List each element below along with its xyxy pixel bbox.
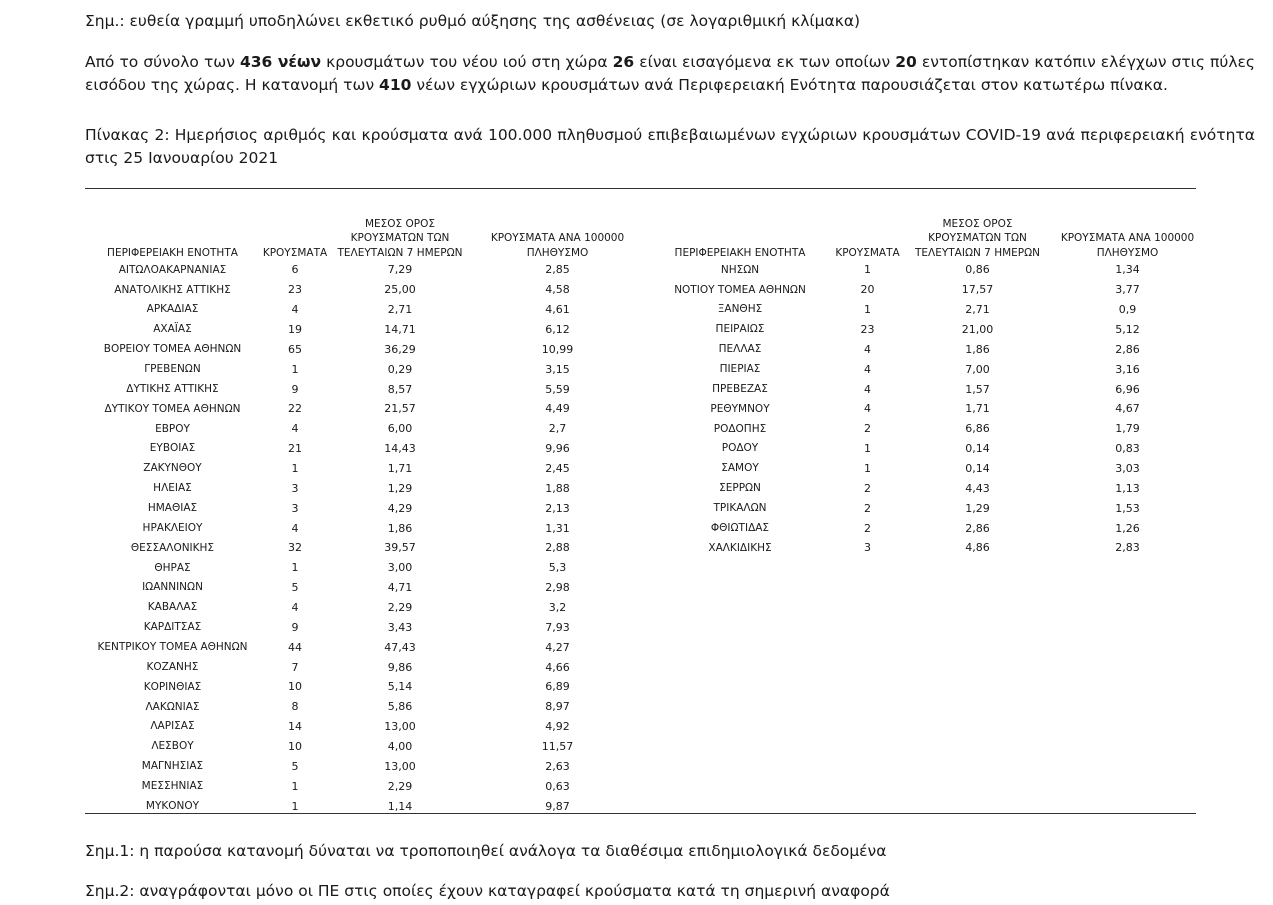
- per-100k-cell: 5,12: [1115, 322, 1140, 336]
- cases-cell: 2: [864, 501, 871, 515]
- per-100k-cell: 2,13: [545, 501, 570, 515]
- header-per-100k: ΚΡΟΥΣΜΑΤΑ ΑΝΑ 100000 ΠΛΗΘΥΣΜΟ: [1060, 232, 1195, 259]
- region-cell: ΚΟΡΙΝΘΙΑΣ: [143, 680, 202, 693]
- avg-cell: 5,14: [387, 680, 413, 694]
- region-cell: ΜΑΓΝΗΣΙΑΣ: [141, 760, 204, 773]
- avg-cell: 3,00: [387, 561, 413, 575]
- avg-cell: 14,71: [384, 322, 416, 336]
- table-row: [85, 657, 645, 677]
- table-row: [85, 498, 645, 518]
- avg-cell: 14,43: [384, 442, 416, 456]
- cases-cell: 1: [864, 263, 871, 277]
- per-100k-cell: 1,88: [545, 481, 570, 495]
- header-region: ΠΕΡΙΦΕΡΕΙΑΚΗ ΕΝΟΤΗΤΑ: [107, 246, 238, 259]
- table-row: [85, 737, 645, 757]
- note-2: Σημ.2: αναγράφονται μόνο οι ΠΕ στις οποίες έχουν καταγραφεί κρούσματα κατά τη σημερινή αναφορά: [85, 882, 890, 900]
- avg-cell: 7,00: [965, 362, 990, 376]
- cases-cell: 3: [291, 481, 299, 495]
- avg-cell: 25,00: [384, 283, 416, 297]
- region-cell: ΑΙΤΩΛΟΑΚΑΡΝΑΝΙΑΣ: [118, 263, 227, 276]
- cases-cell: 4: [864, 362, 871, 376]
- avg-cell: 1,14: [387, 799, 413, 813]
- table-row: [85, 756, 645, 776]
- per-100k-cell: 0,9: [1118, 303, 1137, 317]
- per-100k-cell: 9,87: [545, 799, 570, 813]
- per-100k-cell: 2,7: [548, 422, 567, 436]
- per-100k-cell: 2,45: [545, 461, 570, 475]
- table-row: [645, 419, 1200, 439]
- region-cell: ΛΑΚΩΝΙΑΣ: [145, 700, 200, 713]
- region-cell: ΦΘΙΩΤΙΔΑΣ: [710, 521, 770, 534]
- table-row: [85, 598, 645, 618]
- table-row: [85, 677, 645, 697]
- region-cell: ΚΟΖΑΝΗΣ: [146, 660, 199, 673]
- avg-cell: 4,00: [387, 739, 413, 753]
- cases-cell: 4: [864, 382, 871, 396]
- cases-cell: 3: [291, 501, 299, 515]
- region-cell: ΑΝΑΤΟΛΙΚΗΣ ΑΤΤΙΚΗΣ: [114, 283, 231, 296]
- cases-cell: 2: [864, 422, 871, 436]
- table-row: [85, 339, 645, 359]
- cases-cell: 2: [864, 521, 871, 535]
- per-100k-cell: 6,96: [1115, 382, 1140, 396]
- region-cell: ΗΛΕΙΑΣ: [153, 482, 192, 495]
- table-row: [85, 478, 645, 498]
- region-cell: ΚΑΒΑΛΑΣ: [147, 601, 198, 614]
- cases-cell: 2: [864, 481, 871, 495]
- header-avg-7-days: ΜΕΣΟΣ ΟΡΟΣ ΚΡΟΥΣΜΑΤΩΝ ΤΩΝ ΤΕΛΕΥΤΑΙΩΝ 7 ΗΜΕΡΩΝ: [337, 217, 463, 259]
- region-cell: ΜΕΣΣΗΝΙΑΣ: [141, 780, 204, 793]
- region-cell: ΝΟΤΙΟΥ ΤΟΜΕΑ ΑΘΗΝΩΝ: [674, 283, 806, 296]
- cases-cell: 1: [291, 561, 299, 575]
- table-row: [85, 518, 645, 538]
- cases-cell: 4: [291, 303, 299, 317]
- table-row: [645, 320, 1200, 340]
- cases-cell: 4: [291, 521, 299, 535]
- region-cell: ΑΡΚΑΔΙΑΣ: [146, 303, 199, 316]
- per-100k-cell: 1,13: [1115, 481, 1140, 495]
- table-row: [645, 280, 1200, 300]
- per-100k-cell: 4,58: [545, 283, 570, 297]
- per-100k-cell: 0,63: [545, 779, 570, 793]
- region-cell: ΤΡΙΚΑΛΩΝ: [713, 502, 767, 514]
- avg-cell: 1,29: [387, 481, 413, 495]
- table-row: [85, 419, 645, 439]
- per-100k-cell: 4,61: [545, 303, 570, 317]
- region-cell: ΠΕΙΡΑΙΩΣ: [715, 323, 765, 336]
- avg-cell: 4,29: [387, 501, 413, 515]
- per-100k-cell: 4,67: [1115, 402, 1140, 416]
- avg-cell: 13,00: [384, 759, 416, 773]
- per-100k-cell: 4,66: [545, 660, 570, 674]
- region-cell: ΝΗΣΩΝ: [720, 263, 760, 276]
- region-cell: ΠΙΕΡΙΑΣ: [719, 362, 761, 375]
- table-row: [645, 399, 1200, 419]
- per-100k-cell: 4,92: [545, 720, 570, 734]
- region-cell: ΑΧΑΪΑΣ: [153, 323, 192, 336]
- region-cell: ΡΕΘΥΜΝΟΥ: [710, 402, 770, 415]
- region-cell: ΠΕΛΛΑΣ: [718, 343, 762, 356]
- avg-cell: 6,00: [387, 422, 413, 436]
- table-row: [85, 399, 645, 419]
- region-cell: ΗΡΑΚΛΕΙΟΥ: [142, 521, 203, 534]
- per-100k-cell: 11,57: [541, 739, 574, 753]
- avg-cell: 0,14: [965, 461, 990, 475]
- avg-cell: 1,29: [965, 501, 990, 515]
- avg-cell: 1,71: [387, 461, 413, 475]
- table-caption: Πίνακας 2: Ημερήσιος αριθμός και κρούσματα ανά 100.000 πληθυσμού επιβεβαιωμένων εγχώριων κρουσμάτων COVID-19 ανά περιφερειακή ενότητα στις 25 Ιανουαρίου 2021: [85, 126, 1255, 168]
- per-100k-cell: 5,3: [548, 561, 567, 575]
- region-cell: ΧΑΛΚΙΔΙΚΗΣ: [708, 541, 772, 554]
- note-1: Σημ.1: η παρούσα κατανομή δύναται να τροποποιηθεί ανάλογα τα διαθέσιμα επιδημιολογικά δεδομένα: [85, 842, 887, 860]
- cases-cell: 32: [288, 541, 302, 555]
- per-100k-cell: 6,12: [545, 322, 570, 336]
- region-cell: ΣΕΡΡΩΝ: [719, 482, 761, 495]
- avg-cell: 9,86: [387, 660, 413, 674]
- cases-cell: 10: [288, 680, 302, 694]
- table-row: [85, 359, 645, 379]
- cases-cell: 5: [291, 759, 299, 773]
- table-row: [645, 538, 1200, 558]
- avg-cell: 5,86: [387, 700, 413, 714]
- cases-cell: 4: [291, 422, 299, 436]
- cases-cell: 23: [860, 322, 875, 336]
- per-100k-cell: 1,31: [545, 521, 570, 535]
- table-row: [85, 300, 645, 320]
- per-100k-cell: 3,16: [1115, 362, 1140, 376]
- table-row: [645, 260, 1200, 280]
- table-row: [85, 260, 645, 280]
- table-row: [85, 717, 645, 737]
- table-row: [85, 637, 645, 657]
- region-cell: ΘΗΡΑΣ: [154, 561, 191, 574]
- header-per-100k: ΚΡΟΥΣΜΑΤΑ ΑΝΑ 100000 ΠΛΗΘΥΣΜΟ: [490, 232, 625, 259]
- region-cell: ΡΟΔΟΥ: [721, 442, 759, 455]
- avg-cell: 1,86: [387, 521, 413, 535]
- per-100k-cell: 0,83: [1115, 442, 1140, 456]
- table-row: [85, 697, 645, 717]
- avg-cell: 0,29: [387, 362, 413, 376]
- region-cell: ΘΕΣΣΑΛΟΝΙΚΗΣ: [130, 541, 215, 554]
- region-cell: ΣΑΜΟΥ: [721, 462, 759, 475]
- cases-cell: 20: [860, 283, 875, 297]
- table-row: [85, 379, 645, 399]
- top-note: Σημ.: ευθεία γραμμή υποδηλώνει εκθετικό ρυθμό αύξησης της ασθένειας (σε λογαριθμική κλίμακα): [85, 12, 861, 30]
- avg-cell: 0,14: [965, 442, 990, 456]
- table-row: [645, 518, 1200, 538]
- cases-cell: 1: [291, 779, 299, 793]
- avg-cell: 47,43: [384, 640, 416, 654]
- per-100k-cell: 5,59: [545, 382, 570, 396]
- cases-cell: 14: [288, 720, 302, 734]
- table-top-rule: [85, 188, 1196, 189]
- region-cell: ΜΥΚΟΝΟΥ: [145, 799, 200, 812]
- table-row: [85, 558, 645, 578]
- avg-cell: 2,71: [387, 303, 413, 317]
- avg-cell: 2,71: [965, 303, 990, 317]
- region-cell: ΞΑΝΘΗΣ: [717, 303, 763, 316]
- cases-cell: 8: [291, 700, 299, 714]
- cases-cell: 1: [291, 799, 299, 813]
- table-body: [645, 260, 1200, 558]
- cases-cell: 7: [291, 660, 299, 674]
- avg-cell: 8,57: [387, 382, 413, 396]
- region-cell: ΚΕΝΤΡΙΚΟΥ ΤΟΜΕΑ ΑΘΗΝΩΝ: [97, 641, 248, 654]
- avg-cell: 39,57: [384, 541, 416, 555]
- header-cases: ΚΡΟΥΣΜΑΤΑ: [835, 246, 900, 259]
- table-row: [645, 379, 1200, 399]
- avg-cell: 4,86: [965, 541, 990, 555]
- table-row: [85, 459, 645, 479]
- table-row: [85, 538, 645, 558]
- region-cell: ΡΟΔΟΠΗΣ: [713, 422, 767, 435]
- table-row: [645, 359, 1200, 379]
- cases-cell: 21: [288, 442, 302, 456]
- table-row: [85, 439, 645, 459]
- header-region: ΠΕΡΙΦΕΡΕΙΑΚΗ ΕΝΟΤΗΤΑ: [674, 246, 806, 259]
- per-100k-cell: 2,86: [1115, 342, 1140, 356]
- cases-cell: 19: [288, 322, 302, 336]
- header-avg-7-days: ΜΕΣΟΣ ΟΡΟΣ ΚΡΟΥΣΜΑΤΩΝ ΤΩΝ ΤΕΛΕΥΤΑΙΩΝ 7 ΗΜΕΡΩΝ: [914, 217, 1040, 259]
- table-row: [85, 578, 645, 598]
- per-100k-cell: 6,89: [545, 680, 570, 694]
- region-cell: ΕΥΒΟΙΑΣ: [149, 442, 196, 455]
- per-100k-cell: 3,2: [548, 600, 567, 614]
- avg-cell: 1,57: [965, 382, 990, 396]
- per-100k-cell: 3,15: [545, 362, 570, 376]
- table-row: [85, 320, 645, 340]
- region-cell: ΙΩΑΝΝΙΝΩΝ: [142, 581, 203, 594]
- per-100k-cell: 1,26: [1115, 521, 1140, 535]
- avg-cell: 36,29: [384, 342, 416, 356]
- avg-cell: 13,00: [384, 720, 416, 734]
- cases-cell: 1: [864, 303, 871, 317]
- cases-cell: 3: [864, 541, 871, 555]
- cases-cell: 1: [291, 362, 299, 376]
- cases-cell: 1: [864, 461, 871, 475]
- per-100k-cell: 1,53: [1115, 501, 1140, 515]
- avg-cell: 2,29: [387, 779, 413, 793]
- region-cell: ΖΑΚΥΝΘΟΥ: [143, 462, 202, 475]
- region-cell: ΒΟΡΕΙΟΥ ΤΟΜΕΑ ΑΘΗΝΩΝ: [103, 343, 242, 356]
- avg-cell: 0,86: [965, 263, 990, 277]
- table-row: [645, 459, 1200, 479]
- table-row: [645, 300, 1200, 320]
- per-100k-cell: 3,03: [1115, 461, 1140, 475]
- per-100k-cell: 4,27: [545, 640, 570, 654]
- avg-cell: 2,29: [387, 600, 413, 614]
- region-cell: ΔΥΤΙΚΟΥ ΤΟΜΕΑ ΑΘΗΝΩΝ: [104, 402, 241, 415]
- cases-cell: 9: [291, 620, 299, 634]
- cases-cell: 44: [288, 640, 302, 654]
- avg-cell: 1,86: [965, 342, 990, 356]
- table-row: [85, 617, 645, 637]
- table-header: [645, 213, 1200, 260]
- cases-cell: 23: [288, 283, 302, 297]
- per-100k-cell: 4,49: [545, 402, 570, 416]
- region-cell: ΕΒΡΟΥ: [155, 422, 190, 435]
- region-cell: ΠΡΕΒΕΖΑΣ: [712, 382, 768, 395]
- per-100k-cell: 2,63: [545, 759, 570, 773]
- intro-paragraph: Από το σύνολο των 436 νέων κρουσμάτων του νέου ιού στη χώρα 26 είναι εισαγόμενα εκ των οποίων 20 εντοπίστηκαν κατόπιν ελέγχων στις πύλες εισόδου της χώρας. Η κατανομή των 410 νέων εγχώριων κρουσμάτων ανά Περιφερειακή Ενότητα παρουσιάζεται στον κατωτέρω πίνακα.: [85, 53, 1256, 95]
- avg-cell: 21,00: [961, 322, 994, 336]
- table-row: [85, 280, 645, 300]
- cases-cell: 1: [864, 442, 871, 456]
- per-100k-cell: 2,98: [545, 581, 570, 595]
- per-100k-cell: 7,93: [545, 620, 570, 634]
- region-cell: ΔΥΤΙΚΗΣ ΑΤΤΙΚΗΣ: [126, 382, 219, 395]
- cases-cell: 4: [291, 600, 299, 614]
- cases-cell: 9: [291, 382, 299, 396]
- table-row: [85, 776, 645, 796]
- per-100k-cell: 2,83: [1115, 541, 1140, 555]
- cases-cell: 4: [864, 342, 871, 356]
- table-left: [85, 213, 645, 816]
- region-cell: ΛΕΣΒΟΥ: [151, 740, 194, 753]
- per-100k-cell: 10,99: [541, 342, 574, 356]
- avg-cell: 3,43: [387, 620, 413, 634]
- per-100k-cell: 3,77: [1115, 283, 1140, 297]
- avg-cell: 2,86: [965, 521, 990, 535]
- table-row: [645, 478, 1200, 498]
- cases-cell: 5: [291, 581, 299, 595]
- region-cell: ΚΑΡΔΙΤΣΑΣ: [143, 621, 202, 634]
- avg-cell: 21,57: [384, 402, 416, 416]
- per-100k-cell: 2,85: [545, 263, 570, 277]
- avg-cell: 17,57: [961, 283, 994, 297]
- cases-cell: 65: [288, 342, 302, 356]
- avg-cell: 1,71: [965, 402, 990, 416]
- table-right: [645, 213, 1200, 558]
- cases-cell: 1: [291, 461, 299, 475]
- cases-cell: 10: [288, 739, 302, 753]
- cases-cell: 6: [291, 263, 299, 277]
- table-bottom-rule: [85, 813, 1196, 814]
- table-row: [645, 498, 1200, 518]
- table-body: [85, 260, 645, 816]
- per-100k-cell: 8,97: [545, 700, 570, 714]
- region-cell: ΛΑΡΙΣΑΣ: [150, 720, 195, 733]
- per-100k-cell: 1,79: [1115, 422, 1140, 436]
- avg-cell: 7,29: [387, 263, 413, 277]
- table-header: [85, 213, 645, 260]
- avg-cell: 6,86: [965, 422, 990, 436]
- per-100k-cell: 9,96: [545, 442, 570, 456]
- per-100k-cell: 1,34: [1115, 263, 1140, 277]
- table-row: [645, 339, 1200, 359]
- cases-cell: 22: [288, 402, 302, 416]
- per-100k-cell: 2,88: [545, 541, 570, 555]
- avg-cell: 4,43: [965, 481, 990, 495]
- cases-cell: 4: [864, 402, 871, 416]
- region-cell: ΓΡΕΒΕΝΩΝ: [144, 362, 201, 375]
- avg-cell: 4,71: [387, 581, 413, 595]
- header-cases: ΚΡΟΥΣΜΑΤΑ: [262, 246, 328, 259]
- region-cell: ΗΜΑΘΙΑΣ: [147, 502, 198, 514]
- table-row: [645, 439, 1200, 459]
